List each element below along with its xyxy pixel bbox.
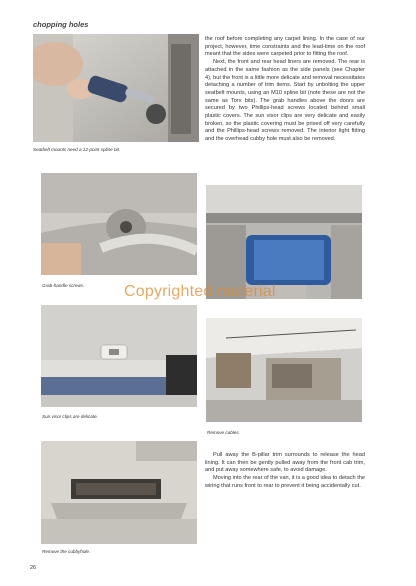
caption-seatbelt: Seatbelt mounts need a 12-point spline bit. [33, 147, 121, 152]
body-text-bottom [205, 452, 365, 491]
caption-sun-visor: Sun visor clips are delicate. [42, 414, 98, 419]
caption-grab-handle: Grab-handle screws. [42, 283, 85, 288]
sun-visor-photo [41, 305, 197, 407]
section-title: chopping holes [33, 20, 89, 29]
paragraph-4: Moving into the rear of the van, it is a good idea to detach the wiring that runs front to rear to prevent it being accidentally cut. [205, 475, 365, 489]
cubbyhole-photo [41, 441, 197, 544]
caption-remove-cables: Remove cables. [207, 430, 240, 435]
body-text-top [205, 36, 365, 144]
paragraph-2: Next, the front and rear head liners are removed. The rear is attached in the same fashion as the side panels (see Chapter 4), but the front is a little more delicate and removal necessitates detaching a number of trim items. Start by unbolting the upper seatbelt mounts, using an M10 spline bit (note these are not the same as Torx bits). The grab handles above the doors are secured by two Phillips-head screws located behind small plastic covers. The sun visor clips are very delicate and easily broken, so the plastic covering must be prised off very carefully and the Phillips-head screws removed. The interior light fitting and the overhead cubby hole must also be removed. [205, 59, 365, 143]
paragraph-3: Pull away the B-pillar trim surrounds to release the head lining. It can then be gently pulled away from the front cab trim, and put away somewhere safe, to avoid damage. [205, 452, 365, 474]
copyright-watermark: Copyrighted material [124, 283, 276, 300]
seatbelt-mount-photo [33, 34, 199, 142]
page-number: 26 [30, 565, 37, 571]
caption-cubbyhole: Remove the cubbyhole. [42, 549, 91, 554]
grab-handle-photo [41, 173, 197, 275]
paragraph-1: the roof before completing any carpet lining. In the case of our project, however, time constraints and the lead-time on the roof meant that the sides were carpeted prior to fitting the roof. [205, 36, 365, 58]
remove-cables-photo [206, 318, 362, 422]
van-interior-photo [206, 185, 362, 299]
